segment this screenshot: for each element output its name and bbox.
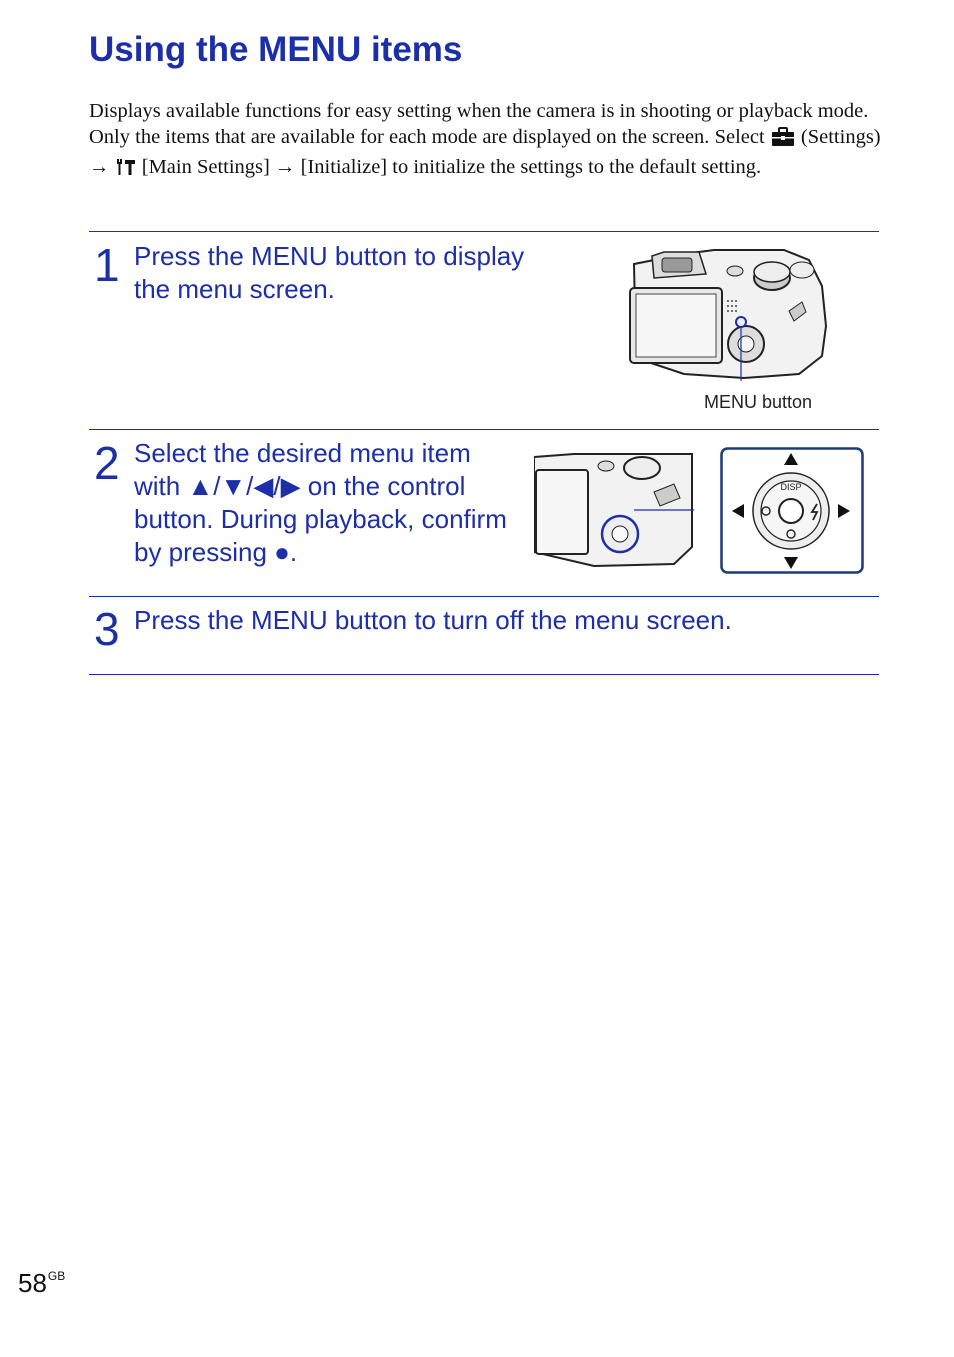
intro-settings: (Settings) — [800, 126, 881, 148]
intro-select: Select — [714, 126, 765, 148]
step-text-2: Select the desired menu item with ▲/▼/◀/▶ on the control button. During playback, confirm by pressing ●. — [134, 438, 507, 567]
step-text-3: Press the MENU button to turn off the menu screen. — [134, 605, 732, 635]
intro-line: Displays available functions for easy setting when the camera is in shooting or playback mode. Only the items that are available for each mode are displayed on the screen. — [89, 100, 869, 148]
camera-control-illustration — [534, 452, 694, 568]
control-button-diagram — [720, 447, 865, 575]
arrow-1: → — [89, 156, 110, 178]
camera-rear-illustration — [624, 246, 829, 381]
step-number-3: 3 — [94, 603, 120, 655]
page-number-suffix: GB — [47, 1269, 66, 1283]
divider-2 — [89, 429, 879, 430]
step-text-1: Press the MENU button to display the menu screen. — [134, 241, 525, 304]
divider-1 — [89, 231, 879, 232]
disp-label: DISP — [780, 482, 802, 492]
divider-4 — [89, 674, 879, 675]
divider-3 — [89, 596, 879, 597]
step-number-1: 1 — [94, 239, 120, 291]
menu-button-caption: MENU button — [704, 392, 813, 412]
intro-paragraph — [89, 98, 889, 184]
intro-main-settings: [Main Settings] — [141, 156, 270, 178]
arrow-2: → — [275, 156, 296, 178]
step-number-2: 2 — [94, 437, 120, 489]
page-title: Using the MENU items — [89, 30, 463, 69]
intro-initialize: [Initialize] to initialize the settings to the default setting. — [300, 156, 762, 178]
toolbox-icon — [770, 127, 796, 154]
page-number-value: 58 — [18, 1268, 47, 1298]
page-number — [18, 1268, 65, 1299]
wrench-hammer-icon — [115, 157, 137, 184]
